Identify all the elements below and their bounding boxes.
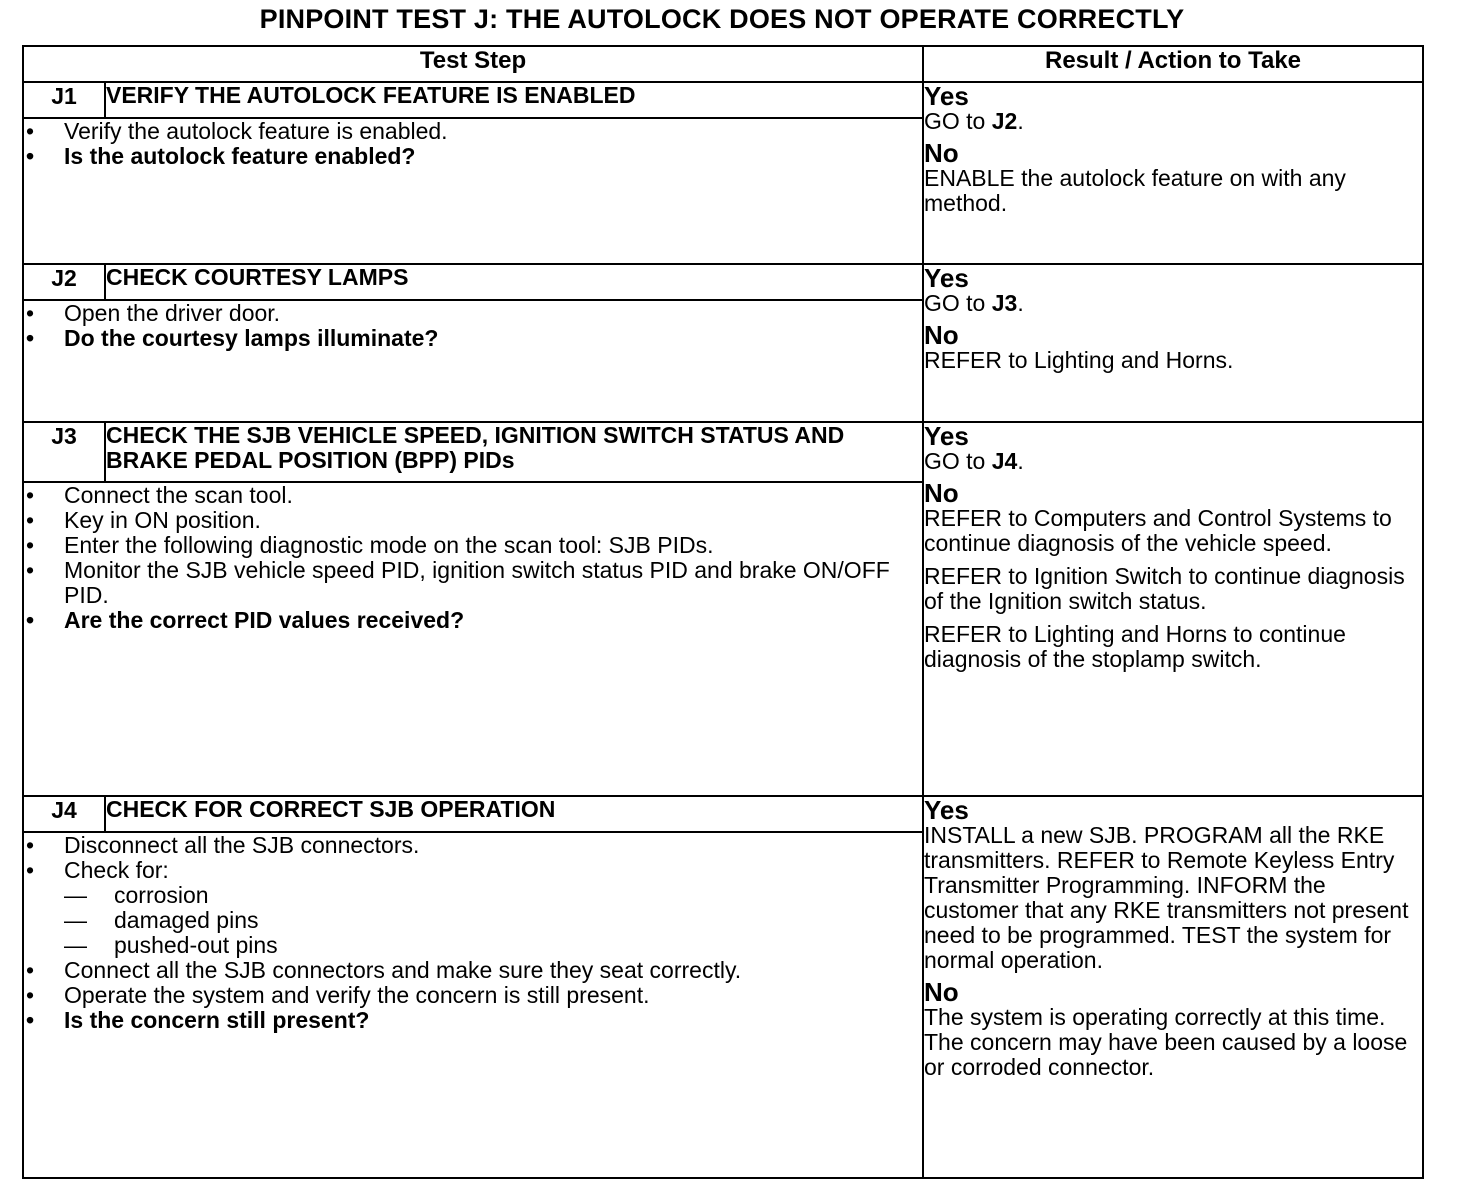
no-action: REFER to Lighting and Horns to continue diagnosis of the stoplamp switch. — [924, 621, 1346, 672]
sub-list-item: — pushed-out pins — [64, 932, 278, 958]
sub-list — [64, 883, 922, 958]
list-item: • Check for: — corrosion — damaged pins — pushed-out pins — [24, 858, 922, 958]
step-heading: CHECK FOR CORRECT SJB OPERATION — [105, 796, 923, 832]
step-row-j3-head — [23, 422, 1423, 482]
list-item: • Enter the following diagnostic mode on the scan tool: SJB PIDs. — [24, 533, 922, 558]
step-reference: J2 — [991, 108, 1018, 134]
no-label: No — [924, 320, 959, 350]
step-reference: J3 — [991, 290, 1018, 316]
step-question: • Is the concern still present? — [24, 1008, 922, 1033]
sub-list-item: — damaged pins — [64, 907, 259, 933]
step-reference: J4 — [991, 448, 1018, 474]
yes-action: INSTALL a new SJB. PROGRAM all the RKE transmitters. REFER to Remote Keyless Entry Transmitter Programming. INFORM the customer that any RKE transmitters not present need to be programmed. TEST the system for normal operation. — [924, 822, 1409, 973]
no-action: REFER to Lighting and Horns. — [924, 347, 1234, 373]
header-result: Result / Action to Take — [923, 46, 1423, 82]
no-label: No — [924, 138, 959, 168]
table-header-row — [23, 46, 1423, 82]
step-instructions — [23, 300, 923, 422]
yes-label: Yes — [924, 795, 969, 825]
list-item: • Disconnect all the SJB connectors. — [24, 833, 922, 858]
step-id: J3 — [23, 422, 105, 482]
sub-list-item: — corrosion — [64, 882, 209, 908]
step-result — [923, 264, 1423, 422]
list-item: • Operate the system and verify the concern is still present. — [24, 983, 922, 1008]
yes-label: Yes — [924, 263, 969, 293]
step-id: J2 — [23, 264, 105, 300]
list-item: • Key in ON position. — [24, 508, 922, 533]
step-heading: CHECK THE SJB VEHICLE SPEED, IGNITION SWITCH STATUS AND BRAKE PEDAL POSITION (BPP) PIDs — [105, 422, 923, 482]
no-action: The system is operating correctly at this time. The concern may have been caused by a loose or corroded connector. — [924, 1004, 1408, 1080]
list-item: • Connect all the SJB connectors and make sure they seat correctly. — [24, 958, 922, 983]
yes-label: Yes — [924, 81, 969, 111]
no-action: REFER to Ignition Switch to continue diagnosis of the Ignition switch status. — [924, 563, 1405, 614]
step-question: • Are the correct PID values received? — [24, 608, 922, 633]
step-instructions — [23, 482, 923, 796]
list-item: • Connect the scan tool. — [24, 483, 922, 508]
step-result — [923, 422, 1423, 796]
header-test-step: Test Step — [23, 46, 923, 82]
list-item: • Monitor the SJB vehicle speed PID, ignition switch status PID and brake ON/OFF PID. — [24, 558, 922, 608]
no-label: No — [924, 478, 959, 508]
no-action: REFER to Computers and Control Systems to continue diagnosis of the vehicle speed. — [924, 505, 1392, 556]
no-action: ENABLE the autolock feature on with any method. — [924, 165, 1346, 216]
yes-action: GO to J4. — [924, 448, 1024, 474]
list-item: • Open the driver door. — [24, 301, 922, 326]
step-id: J4 — [23, 796, 105, 832]
step-result — [923, 796, 1423, 1178]
step-question: • Is the autolock feature enabled? — [24, 144, 922, 169]
step-result — [923, 82, 1423, 264]
yes-action: GO to J3. — [924, 290, 1024, 316]
step-heading: VERIFY THE AUTOLOCK FEATURE IS ENABLED — [105, 82, 923, 118]
yes-action: GO to J2. — [924, 108, 1024, 134]
step-question: • Do the courtesy lamps illuminate? — [24, 326, 922, 351]
yes-label: Yes — [924, 421, 969, 451]
step-row-j2-head — [23, 264, 1423, 300]
no-label: No — [924, 977, 959, 1007]
page-title: PINPOINT TEST J: THE AUTOLOCK DOES NOT OPERATE CORRECTLY — [259, 4, 1185, 34]
step-row-j4-head — [23, 796, 1423, 832]
step-id: J1 — [23, 82, 105, 118]
step-row-j1-head — [23, 82, 1423, 118]
list-item: • Verify the autolock feature is enabled. — [24, 119, 922, 144]
step-heading: CHECK COURTESY LAMPS — [105, 264, 923, 300]
step-instructions — [23, 832, 923, 1178]
step-instructions — [23, 118, 923, 264]
pinpoint-test-table — [22, 45, 1424, 1179]
